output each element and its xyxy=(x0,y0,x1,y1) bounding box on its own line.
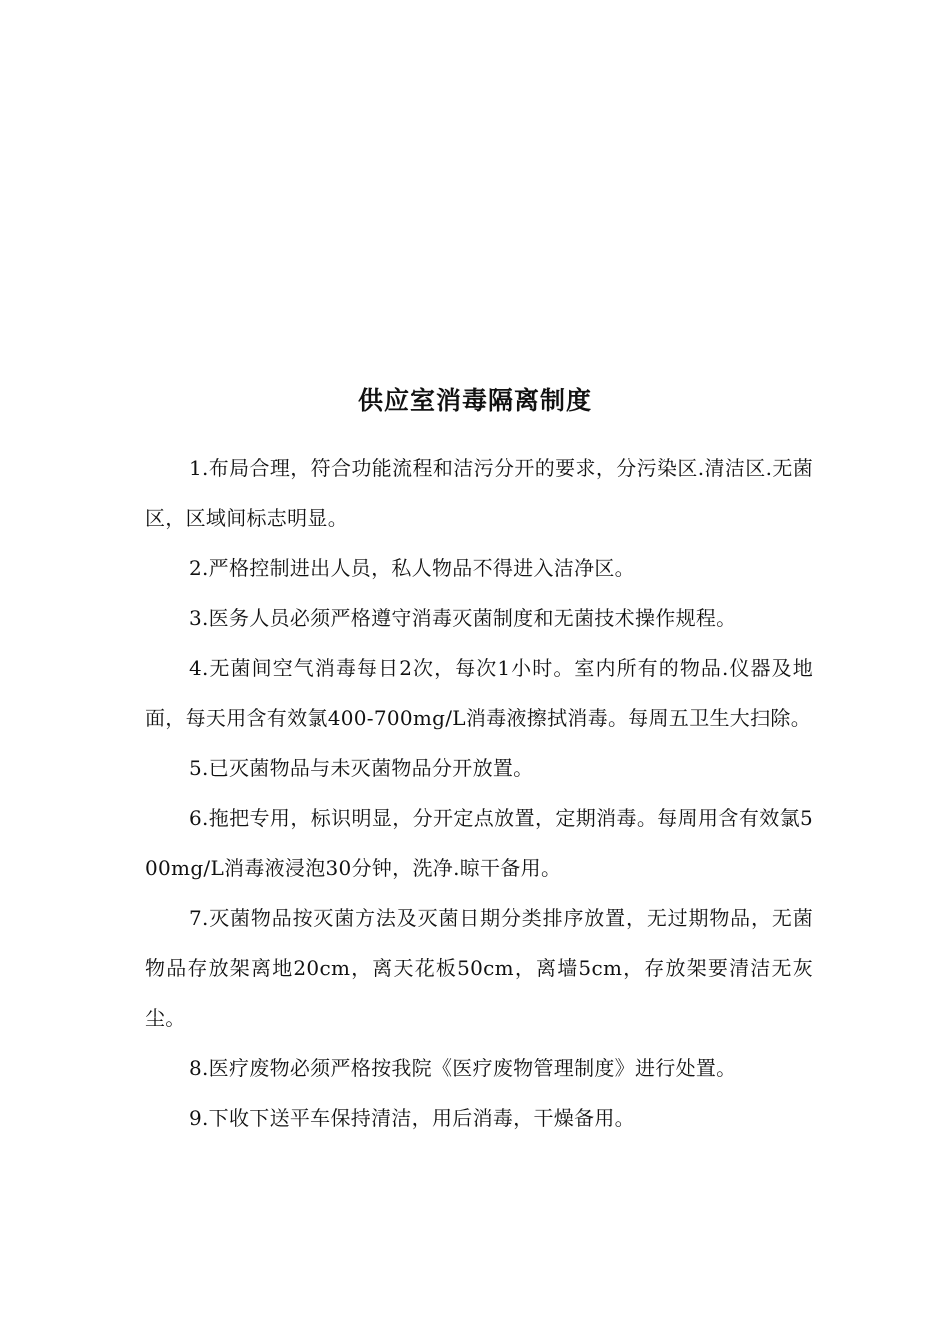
document-title: 供应室消毒隔离制度 xyxy=(357,386,592,415)
rule-paragraph-8: 8.医疗废物必须严格按我院《医疗废物管理制度》进行处置。 xyxy=(189,1056,737,1080)
rule-paragraph-2: 2.严格控制进出人员，私人物品不得进入洁净区。 xyxy=(189,556,635,580)
rule-paragraph-7: 7.灭菌物品按灭菌方法及灭菌日期分类排序放置，无过期物品，无菌物品存放架离地20cm，离天花板50cm，离墙5cm，存放架要清洁无灰尘。 xyxy=(145,906,813,1030)
rule-paragraph-5: 5.已灭菌物品与未灭菌物品分开放置。 xyxy=(189,756,534,780)
rule-paragraph-9: 9.下收下送平车保持清洁，用后消毒，干燥备用。 xyxy=(189,1106,635,1130)
rule-paragraph-1: 1.布局合理，符合功能流程和洁污分开的要求，分污染区.清洁区.无菌区，区域间标志明显。 xyxy=(145,456,813,530)
rule-paragraph-3: 3.医务人员必须严格遵守消毒灭菌制度和无菌技术操作规程。 xyxy=(189,606,737,630)
document-body xyxy=(145,443,813,1143)
rule-paragraph-4: 4.无菌间空气消毒每日2次，每次1小时。室内所有的物品.仪器及地面，每天用含有效氯400-700mg/L消毒液擦拭消毒。每周五卫生大扫除。 xyxy=(145,656,813,730)
rule-paragraph-6: 6.拖把专用，标识明显，分开定点放置，定期消毒。每周用含有效氯500mg/L消毒液浸泡30分钟，洗净.晾干备用。 xyxy=(145,806,813,880)
